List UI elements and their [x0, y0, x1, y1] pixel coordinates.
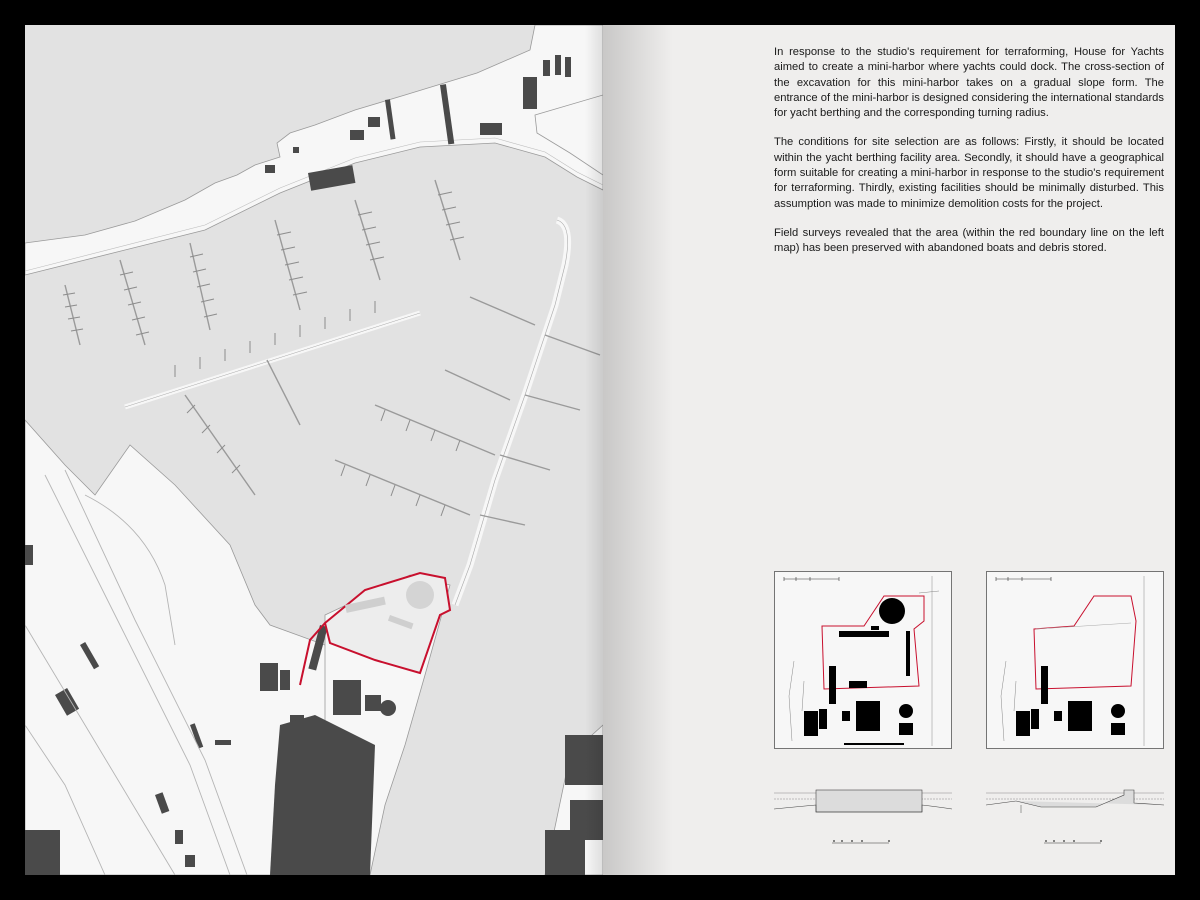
- left-page-site-map: [25, 25, 603, 875]
- existing-section-diagram: [774, 785, 954, 855]
- proposed-section-diagram: [986, 785, 1166, 855]
- existing-site-plan-diagram: [774, 571, 952, 749]
- right-page-text: [603, 25, 1175, 875]
- paragraph-1: In response to the studio's requirement for terraforming, House for Yachts aimed to create a mini-harbor where yachts could dock. The cross-section of the excavation for this mini-harbor takes on a gradual slope form. The entrance of the mini-harbor is designed considering the international standards for yacht berthing and the corresponding turning radius.: [774, 46, 1164, 120]
- proposed-site-plan-diagram: [986, 571, 1164, 749]
- paragraph-3: Field surveys revealed that the area (within the red boundary line on the left map) has been preserved with abandoned boats and debris stored.: [774, 226, 1164, 255]
- paragraph-2: The conditions for site selection are as follows: Firstly, it should be located within the yacht berthing facility area. Secondly, it should have a geographical form suitable for creating a mini-harbor in response to the studio's requirement for terraforming. Thirdly, existing facilities should be minimally disturbed. This assumption was made to minimize demolition costs for the project.: [774, 136, 1164, 210]
- site-plan-map: [25, 25, 603, 875]
- body-text: [774, 45, 1164, 271]
